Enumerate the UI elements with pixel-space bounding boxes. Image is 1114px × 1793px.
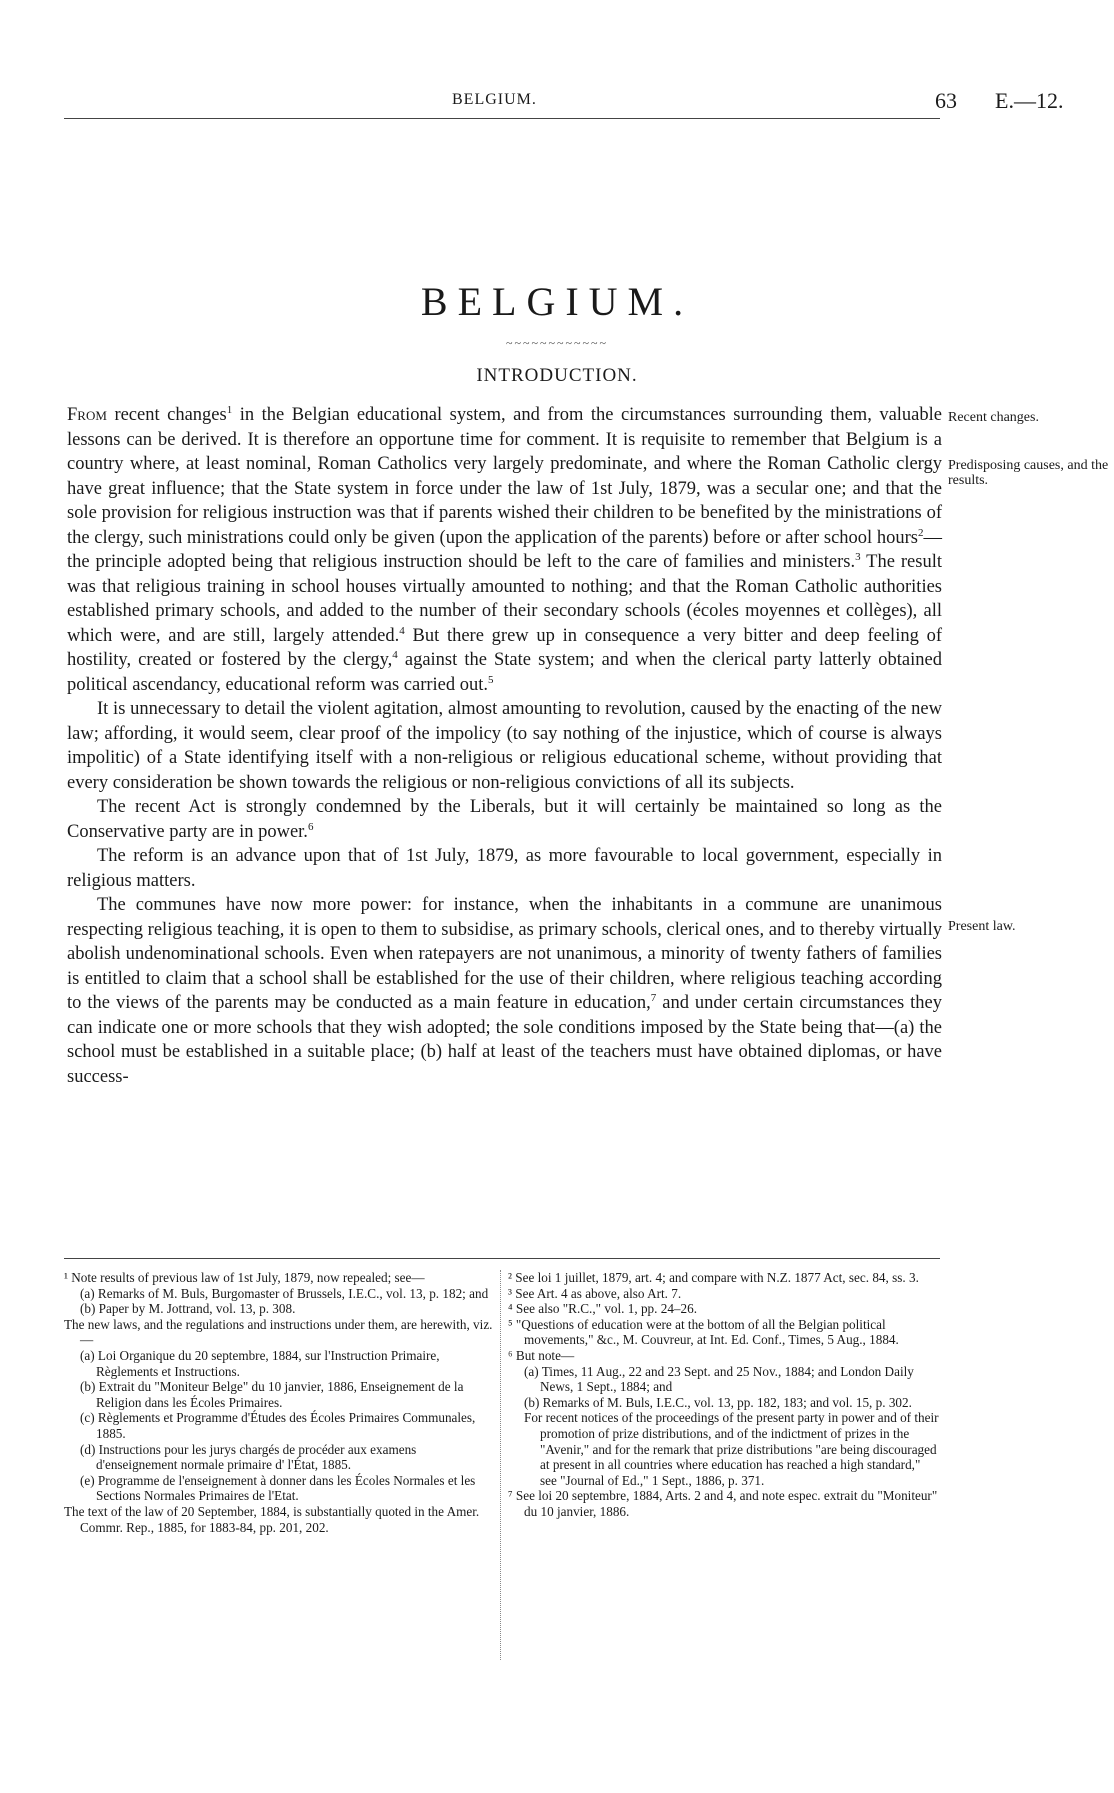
footnote-entry: For recent notices of the proceedings of the present party in power and of their promotion of prize distributions, and of the indictment of prizes in the "Avenir," and for the remark that prize distributions "are being discouraged at present in all countries where education has reached a high standard," see "Journal of Ed.," 1 Sept., 1886, p. 371.	[524, 1410, 939, 1488]
section-heading: INTRODUCTION.	[476, 365, 638, 386]
footnote-entry: (c) Règlements et Programme d'Études des Écoles Primaires Communales, 1885.	[80, 1410, 476, 1441]
footnote-entry: ³ See Art. 4 as above, also Art. 7.	[508, 1285, 682, 1301]
body-text	[67, 403, 942, 1089]
title-ornament: ~~~~~~~~~~~~	[506, 336, 608, 350]
footnote-column-separator	[500, 1270, 501, 1660]
margin-note-recent-changes: Recent changes.	[948, 410, 1039, 425]
paragraph-4: The reform is an advance upon that of 1st July, 1879, as more favourable to local government, especially in religious matters.	[67, 846, 942, 891]
page-title: BELGIUM.	[420, 279, 694, 324]
footnote-entry: The new laws, and the regulations and instructions under them, are herewith, viz.—	[64, 1316, 493, 1348]
paragraph-2: It is unnecessary to detail the violent agitation, almost amounting to revolution, caused by the enacting of the new law; affording, it would seem, clear proof of the impolicy (to say nothing of the injustice, which of course is always impolitic) of a State identifying itself with a non-religious or religious educational scheme, without providing that every consideration be shown towards the religious or non-religious convictions of all its subjects.	[67, 699, 942, 793]
footnote-entry: ⁴ See also "R.C.," vol. 1, pp. 24–26.	[508, 1301, 697, 1317]
paragraph-3: The recent Act is strongly condemned by the Liberals, but it will certainly be maintained so long as the Conservative party are in power.$^6$	[67, 797, 942, 842]
footnotes-right-column	[508, 1270, 940, 1520]
paragraph-1: From recent changes$^1$ in the Belgian educational system, and from the circumstances surrounding them, valuable lessons can be derived. It is therefore an opportune time for comment. It is requisite to remember that Belgium is a country where, at least nominal, Roman Catholics very largely predominate, and where the Roman Catholic clergy have great influence; that the State system in force under the law of 1st July, 1879, was a secular one; and that the sole provision for religious instruction was that if parents wished their children to be benefited by the ministrations of the clergy, such ministrations could only be given (upon the application of the parents) before or after school hours$^2$—the principle adopted being that religious instruction should be left to the care of families and ministers.$^3$ The result was that religious training in school houses virtually amounted to nothing; and that the Roman Catholic authorities established primary schools, and added to the number of their secondary schools (écoles moyennes et collèges), all which were, and are still, largely attended.$^4$ But there grew up in consequence a very bitter and deep feeling of hostility, created or fostered by the clergy,$^4$ against the State system; and when the clerical party latterly obtained political ascendancy, educational reform was carried out.$^5$	[67, 403, 942, 695]
footnote-entry: The text of the law of 20 September, 1884, is substantially quoted in the Amer. Commr. Rep., 1885, for 1883-84, pp. 201, 202.	[64, 1503, 480, 1535]
footnote-rule	[64, 1258, 940, 1259]
document-reference: E.—12.	[995, 88, 1064, 113]
footnote-entry: ² See loi 1 juillet, 1879, art. 4; and compare with N.Z. 1877 Act, sec. 84, ss. 3.	[508, 1270, 919, 1285]
running-header	[0, 88, 1114, 112]
footnote-entry: (a) Remarks of M. Buls, Burgomaster of Brussels, I.E.C., vol. 13, p. 182; and	[80, 1285, 489, 1301]
footnote-entry: (e) Programme de l'enseignement à donner dans les Écoles Normales et les Sections Normales Primaires de l'Etat.	[80, 1472, 476, 1504]
footnotes-left-column	[64, 1270, 494, 1535]
header-rule	[64, 118, 940, 119]
footnote-entry: ⁵ "Questions of education were at the bottom of all the Belgian political movements," &c., M. Couvreur, at Int. Ed. Conf., Times, 5 Aug., 1884.	[508, 1316, 899, 1348]
footnote-entry: ⁷ See loi 20 septembre, 1884, Arts. 2 and 4, and note espec. extrait du "Moniteur" du 10 janvier, 1886.	[508, 1488, 938, 1519]
page-number: 63	[935, 88, 957, 113]
footnote-entry: (a) Times, 11 Aug., 22 and 23 Sept. and 25 Nov., 1884; and London Daily News, 1 Sept., 1884; and	[524, 1363, 914, 1395]
footnote-entry: (a) Loi Organique du 20 septembre, 1884, sur l'Instruction Primaire, Règlements et Instructions.	[80, 1347, 440, 1379]
paragraph-5: The communes have now more power: for instance, when the inhabitants in a commune are unanimous respecting religious teaching, it is open to them to subsidise, as primary schools, clerical ones, and to thereby virtually abolish undenominational schools. Even when ratepayers are not unanimous, a minority of twenty fathers of families is entitled to claim that a school shall be established for the use of their children, where religious teaching according to the views of the parents may be conducted as a main feature in education,$^7$ and under certain circumstances they can indicate one or more schools that they wish adopted; the sole conditions imposed by the State being that—(a) the school must be established in a suitable place; (b) half at least of the teachers must have obtained diplomas, or have success-	[67, 895, 942, 1087]
margin-note-present-law: Present law.	[948, 919, 1016, 934]
footnote-entry: (b) Paper by M. Jottrand, vol. 13, p. 308.	[80, 1301, 296, 1317]
margin-note-predisposing-causes: Predisposing causes, and the results.	[948, 458, 1109, 488]
footnote-entry: ¹ Note results of previous law of 1st July, 1879, now repealed; see—	[64, 1270, 425, 1285]
footnote-entry: ⁶ But note—	[508, 1347, 575, 1363]
running-title: BELGIUM.	[452, 91, 537, 108]
footnote-entry: (b) Remarks of M. Buls, I.E.C., vol. 13, pp. 182, 183; and vol. 15, p. 302.	[524, 1394, 912, 1410]
footnote-entry: (b) Extrait du "Moniteur Belge" du 10 janvier, 1886, Enseignement de la Religion dans les Écoles Primaires.	[80, 1379, 464, 1410]
footnote-entry: (d) Instructions pour les jurys chargés de procéder aux examens d'enseignement normale primaire d' l'État, 1885.	[80, 1441, 417, 1473]
